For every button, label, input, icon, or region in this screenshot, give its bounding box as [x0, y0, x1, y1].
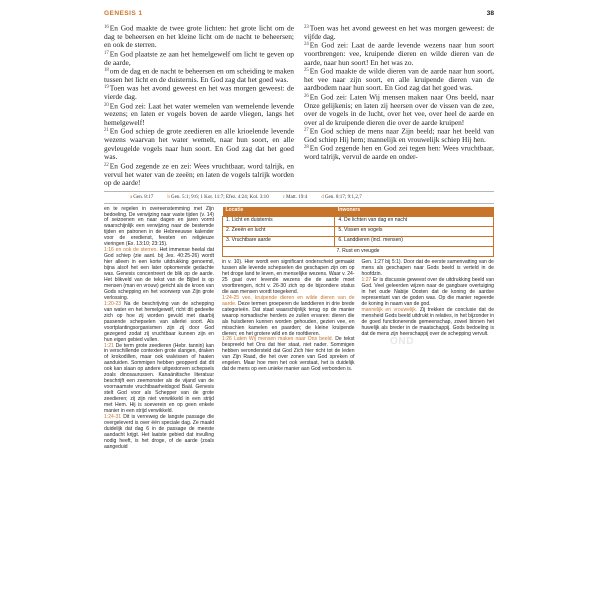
verse-number: 21: [104, 128, 109, 134]
note-text: en te regelen in overeenstemming met Zijn bedoeling. De verwijzing naar vaste tijden (v. 14) of seizoenen en naar dagen en jaren vormt waarschijnlijk een verwijzing naar de bestemde tijden en patronen in de Hebreeuwse kalender voor de eredienst, feesten en religieuze vieringen (Ex. 13:10; 23:15).: [104, 205, 214, 248]
verse-text: En God zei: Laat het water wemelen van wemelende levende wezens; en laten er vogels boven de aarde vliegen, langs het hemelgewelf!: [104, 100, 294, 127]
table-header-location: Locatie: [223, 207, 335, 216]
note-text: Zij trekken de conclusie dat de mensheid Gods beeld uitdrukt in relaties, in het bijzonder in de goed functionerende gemeenschap, zowel binnen het huwelijk als breder in de maatschappij. Gods bedoeling is dat de mens zijn heerschappij over de schepping vervult.: [361, 306, 494, 337]
table-footer-cell: 7. Rust en vreugde: [223, 246, 494, 256]
page-number: 38: [486, 10, 494, 17]
cross-reference: [283, 194, 315, 200]
cross-reference-text: Gen. 8:17: [133, 193, 154, 200]
cross-reference-marker: c: [282, 193, 286, 200]
note-text: Gen. 1:27 bij 5:1). Door dat de eerste samenvatting van de mens als geschapen naar Gods beeld is verteld in de hoofdzin.: [361, 259, 494, 277]
note-reference: 1:27: [361, 276, 372, 283]
verse-text: En God plaatste ze aan het hemelgewelf om licht te geven op de aarde,: [104, 49, 294, 67]
scripture-text: [104, 24, 494, 188]
verse-text: En God schiep de grote zeedieren en alle krioelende levende wezens waarvan het water wemelt, naar hun soort, en alle gevleugelde vogels naar hun soort. En God zag dat het goed was.: [104, 126, 294, 162]
verse-text: Toen was het avond geweest en het was morgen geweest: de vijfde dag.: [304, 23, 494, 41]
verse-number: 28: [304, 145, 309, 151]
note-reference: 1:16 en ook de sterren.: [104, 247, 158, 254]
study-note: [104, 415, 214, 451]
note-text: De tekst bespreekt het Ons dat hier staat, niet nader. Sommigen hebben verondersteld dat God Zich hier richt tot de leden van Zijn Raad, die het over zonen van God spreken of engelen. Maar hoe men het ook verstaat, het is duidelijk dat de mens op een unieke manier aan God verbonden is.: [222, 336, 355, 373]
cross-references: [104, 194, 494, 200]
cross-reference-marker: a: [130, 193, 133, 200]
verse-number: 18: [104, 68, 109, 74]
notes-column-3: [362, 260, 495, 373]
study-note: [222, 260, 355, 296]
note-text: De term grote zeedieren (Hebr. tannin) kan in verschillende contexten grote slangen, draken of krokodillen, maar ook walvissen of haaien aanduiden. Sommigen hebben geopperd dat dit ook kan slaan op andere uitgestorven schepsels zoals dinosaurussen. Kanaänitische literatuur beschrijft een zeemonster als de vijand van de voornaamste vruchtbaarheidsgod Baäl. Genesis stelt God voor als Schepper van de grote zeedieren; zij zijn niet verwikkeld in een strijd met Hem. Hij is soeverein en op geen enkele manier in een strijd verwikkeld.: [104, 342, 214, 414]
page-header: [104, 10, 494, 20]
study-note: [104, 344, 214, 415]
table-cell-location: 1. Licht en duisternis: [223, 216, 335, 226]
verse-number: 25: [304, 68, 309, 74]
verse: [304, 41, 494, 67]
table-row: [223, 236, 494, 246]
verse-number: 20: [104, 102, 109, 108]
table-cell-inhabitants: 6. Landdieren (incl. mensen): [335, 236, 494, 246]
note-reference: 1:24-31: [104, 413, 122, 420]
verse-text: om de dag en de nacht te beheersen en om scheiding te maken tussen het licht en de duisternis. En God zag dat het goed was.: [104, 66, 294, 84]
verse: [304, 144, 494, 161]
table-cell-location: 3. Vruchtbare aarde: [223, 236, 335, 246]
notes-column-1: [104, 207, 214, 451]
note-text: Dit is verreweg de langste passage die overgeleverd is over één speciale dag. Ze maakt duidelijk dat dag 6 in de passage de meeste aandacht krijgt. Het laatste gebied dat invulling nodig heeft, is het droge, of de aarde (zoals aangeduid: [104, 413, 215, 450]
cross-reference-text: Matt. 19:4: [286, 193, 308, 200]
cross-reference-text: Gen. 5:1; 9:6; 1 Kor. 11:7; Efez. 4:24; Kol. 3:10: [170, 193, 269, 200]
study-note: [362, 278, 495, 308]
verse: [304, 93, 494, 127]
verse-text: Toen was het avond geweest en het was morgen geweest: de vierde dag.: [104, 83, 294, 102]
note-text: Er is discussie geweest over de uitdrukking beeld van God. Veel geleerden wijzen naar de gangbare overtuiging in het oude Nabije Oosten dat de koning de aardse representant van de goden was. Op die manier regeerde de koning in naam van de god.: [361, 276, 494, 307]
verse-number: 22: [104, 162, 109, 168]
watermark: OND: [390, 336, 415, 347]
table-cell-inhabitants: 4. De lichten van dag en nacht: [335, 216, 494, 226]
verse-text: En God zegende ze en zei: Wees vruchtbaar, word talrijk, en vervul het water van de zeeën; en laten de vogels talrijk worden op de aarde!: [104, 161, 294, 188]
table-row: [223, 226, 494, 236]
table-row: [223, 216, 494, 226]
verse-text: En God maakte de twee grote lichten: het grote licht om de dag te beheersen en het kleine licht om de nacht te beheersen; en ook de sterren.: [104, 23, 294, 50]
verse: [104, 127, 294, 161]
verse: [104, 24, 294, 50]
table-cell-location: 2. Zeeën en lucht: [223, 226, 335, 236]
study-note: [222, 296, 355, 338]
note-reference: 1:21: [104, 342, 114, 349]
cross-reference: [321, 194, 368, 200]
verse-text: En God zei: Laten Wij mensen maken naar Ons beeld, naar Onze gelijkenis; en laten zij heersen over de vissen van de zee, over de vogels in de lucht, over het vee, over heel de aarde en over al de kruipende dieren die over de aarde kruipen!: [304, 92, 494, 127]
study-note: [104, 248, 214, 302]
table-header-inhabitants: Inwoners: [335, 207, 494, 216]
note-text: in v. 10). Hier wordt een significant onderscheid gemaakt tussen alle levende schepselen die geschapen zijn om op het droge land te leven, en menselijke wezens. Waar v. 24-25 gaat over levende wezens die de aarde moet voortbrengen, richt v. 26-30 zich op de bijzondere status die aan mensen wordt toegekend.: [222, 259, 355, 295]
book-title: GENESIS 1: [104, 10, 143, 17]
scripture-column-right: [304, 24, 494, 188]
divider: [104, 191, 494, 192]
note-text: Na de beschrijving van de schepping van water en het hemelgewelf, richt dit gedeelte zich op hoe zij worden gevuld met daarbij passende schepselen van allerlei soort. Als voortplantingsorganismen zijn zij door God gezegend zodat zij vruchtbaar kunnen zijn en hun eigen gebied vullen.: [104, 300, 214, 343]
note-text: Het immense heelal dat God schiep (zie aant. bij Jes. 40:25-26) wordt hier alleen in een korte uitdrukking genoemd, bijna alsof het een later opkomende gedachte was. Genesis concentreert de blik op de aarde. Het blikveld van de tekst van de Bijbel is op mensen (man en vrouw) gericht als de kroon van Gods schepping en het voorwerp van Zijn grote verlossing.: [104, 247, 214, 301]
study-note: [104, 207, 214, 249]
verse-number: 19: [104, 85, 109, 91]
note-reference: 1:20-23: [104, 300, 122, 307]
note-text: Deze termen groeperen de landdieren in drie brede categorieën. Dat staat waarschijnlijk terug op de manier waarop nomadische herders ze zullen ervaren: dieren die als huisdieren kunnen worden gehouden, gezien vee, en misschien kamelen en paarden; de kleine kruipende dieren; en het grotere wild en de roofdieren.: [222, 300, 355, 337]
study-note: [362, 260, 495, 278]
notes-column-2-3: [222, 207, 494, 451]
cross-reference: [167, 194, 275, 200]
verse-number: 23: [304, 25, 309, 30]
cross-reference-marker: b: [167, 193, 170, 200]
verse-number: 24: [304, 42, 309, 48]
verse-text: En God maakte de wilde dieren van de aarde naar hun soort, het vee naar zijn soort, en alle kruipende dieren van de aardbodem naar hun soort. En God zag dat het goed was.: [304, 66, 494, 93]
verse-number: 26: [304, 93, 309, 99]
verse-text: En God schiep de mens naar Zijn beeld; naar het beeld van God schiep Hij hem; mannelijk en vrouwelijk schiep Hij hen.: [304, 126, 494, 144]
verse-number: 17: [104, 50, 109, 56]
verse: [104, 67, 294, 84]
verse-number: 27: [304, 128, 309, 134]
verse: [304, 127, 494, 144]
scripture-column-left: [104, 24, 294, 188]
verse-number: 16: [104, 25, 109, 30]
verse-text: En God zegende hen en God zei tegen hen: Wees vruchtbaar, word talrijk, vervul de aarde en onder-: [304, 143, 494, 162]
note-reference: mannelijk en vrouwelijk.: [361, 306, 418, 313]
study-notes: [104, 207, 494, 451]
cross-reference-text: Gen. 8:17; 9:1,2,7: [324, 193, 362, 200]
study-note: [362, 308, 495, 338]
study-note: [222, 337, 355, 373]
table-cell-inhabitants: 5. Vissen en vogels: [335, 226, 494, 236]
study-note: [104, 302, 214, 344]
note-reference: 1:24-25 vee, kruipende dieren en wilde dieren van de aarde.: [222, 294, 355, 307]
cross-reference: [130, 194, 160, 200]
verse: [104, 50, 294, 67]
note-reference: 1:26 Laten Wij mensen maken naar Ons beeld.: [222, 336, 333, 343]
verse: [104, 84, 294, 101]
verse: [104, 162, 294, 188]
verse: [304, 67, 494, 93]
notes-column-2: [222, 260, 355, 373]
divider: [104, 203, 494, 204]
verse: [304, 24, 494, 41]
cross-reference-marker: d: [321, 193, 324, 200]
verse: [104, 102, 294, 128]
table-row: [223, 246, 494, 256]
verse-text: En God zei: Laat de aarde levende wezens naar hun soort voortbrengen: vee, kruipende dieren en wilde dieren van de aarde, naar hun soort! En het was zo.: [304, 40, 494, 67]
creation-days-table: [222, 207, 494, 258]
